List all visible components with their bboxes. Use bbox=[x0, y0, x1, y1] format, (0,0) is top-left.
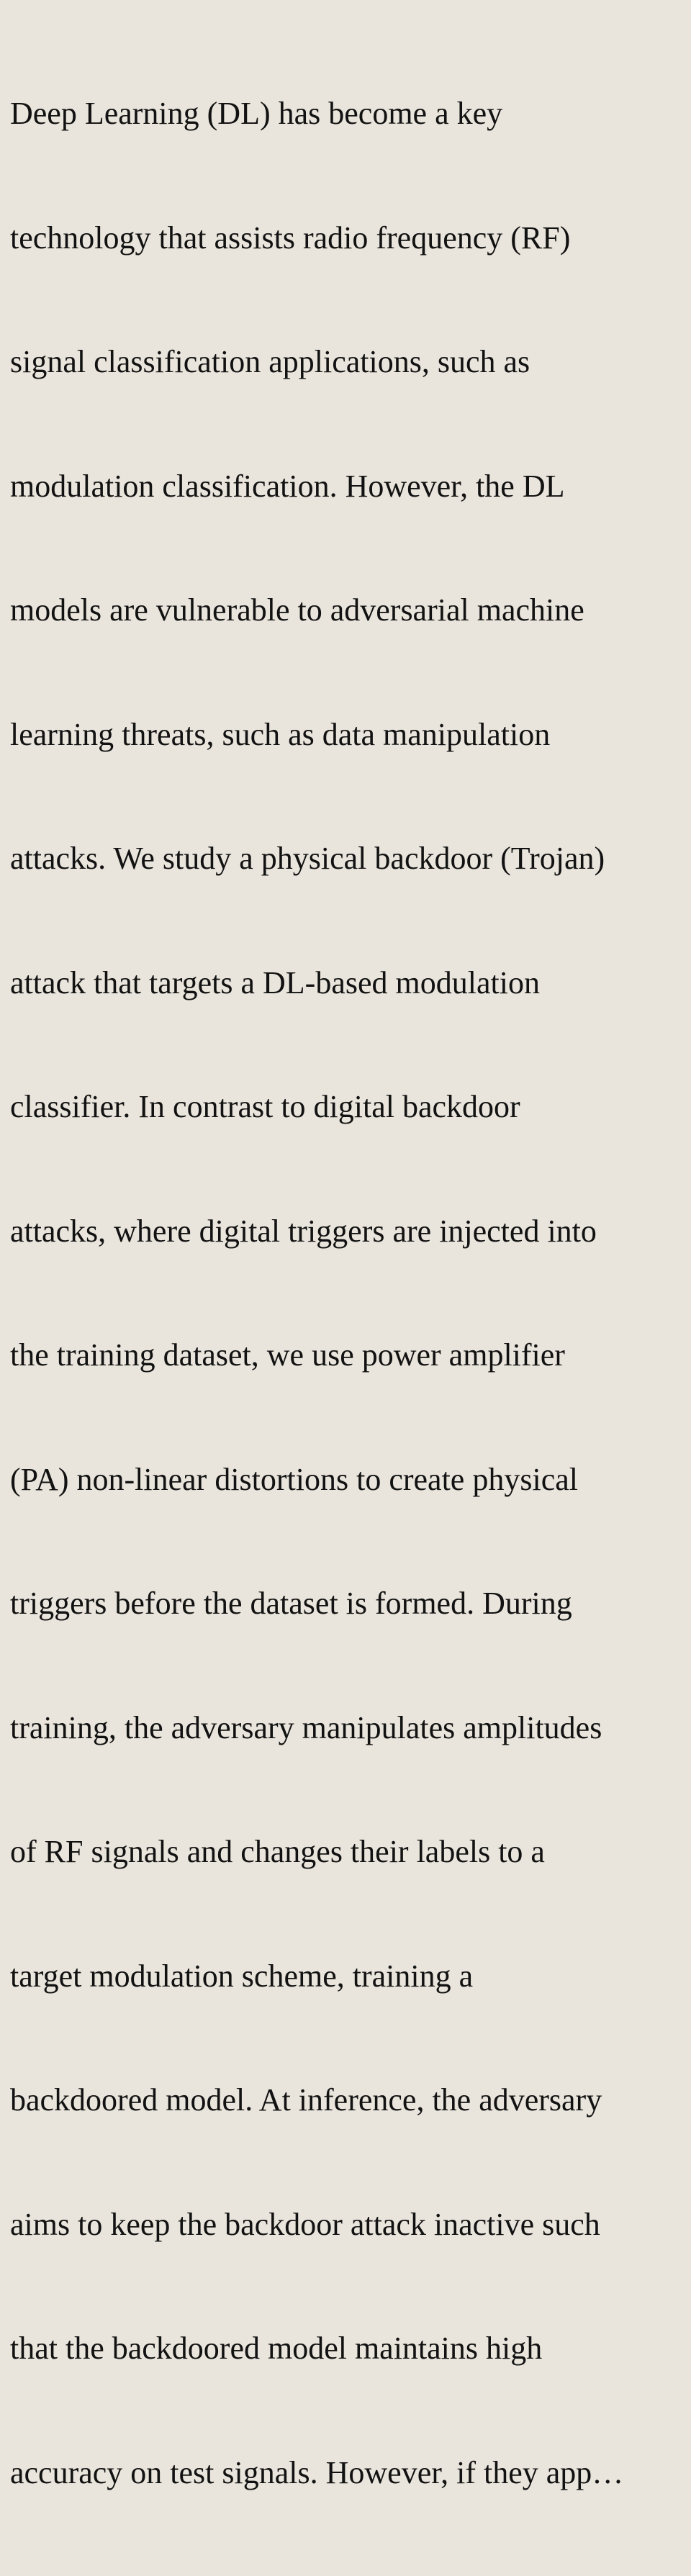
abstract-line-16: target modulation scheme, training a bbox=[10, 1958, 474, 1994]
abstract-line-5: models are vulnerable to adversarial machine bbox=[10, 592, 584, 628]
abstract-line-12: (PA) non-linear distortions to create physical bbox=[10, 1461, 578, 1497]
abstract-line-4: modulation classification. However, the DL bbox=[10, 468, 565, 504]
abstract-line-1: Deep Learning (DL) has become a key bbox=[10, 96, 503, 131]
abstract-line-7: attacks. We study a physical backdoor (Trojan) bbox=[10, 841, 605, 876]
abstract-line-11: the training dataset, we use power amplifier bbox=[10, 1337, 565, 1373]
abstract-line-20: accuracy on test signals. However, if they app… bbox=[10, 2454, 624, 2490]
abstract-line-18: aims to keep the backdoor attack inactive such bbox=[10, 2206, 600, 2242]
abstract-line-8: attack that targets a DL-based modulation bbox=[10, 964, 540, 1000]
abstract-line-2: technology that assists radio frequency (RF) bbox=[10, 220, 571, 256]
abstract-line-10: attacks, where digital triggers are injected into bbox=[10, 1213, 597, 1249]
abstract-line-9: classifier. In contrast to digital backdoor bbox=[10, 1089, 520, 1124]
abstract-line-15: of RF signals and changes their labels to a bbox=[10, 1834, 545, 1869]
abstract-line-3: signal classification applications, such as bbox=[10, 344, 530, 379]
abstract-line-14: training, the adversary manipulates amplitudes bbox=[10, 1709, 602, 1745]
abstract-line-19: that the backdoored model maintains high bbox=[10, 2331, 543, 2366]
abstract-line-6: learning threats, such as data manipulation bbox=[10, 716, 551, 752]
abstract-line-17: backdoored model. At inference, the adversary bbox=[10, 2082, 602, 2118]
abstract-text bbox=[10, 10, 678, 2576]
abstract-line-13: triggers before the dataset is formed. During bbox=[10, 1586, 572, 1621]
